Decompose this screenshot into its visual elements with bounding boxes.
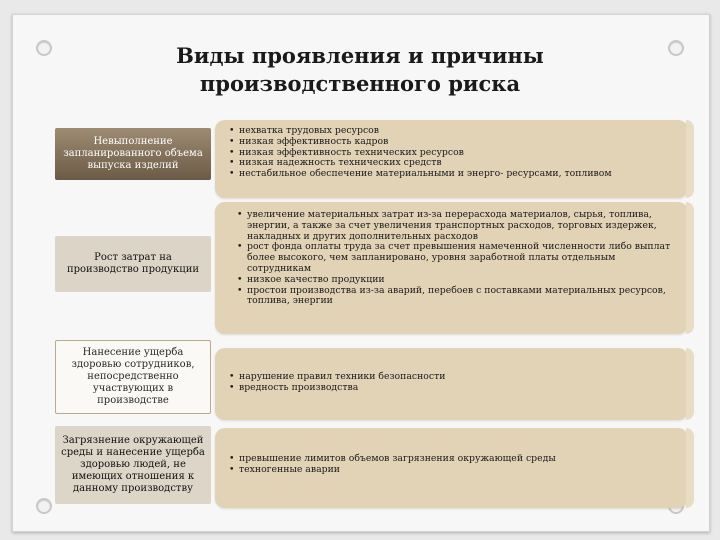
cause-item: • рост фонда оплаты труда за счет превышения намеченной численности либо выплат более высокого, чем запланировано, уровня заработной платы отдельным сотрудникам xyxy=(237,242,674,274)
pin-bottom-left-icon xyxy=(36,498,52,514)
cause-item: • превышение лимитов объемов загрязнения окружающей среды xyxy=(229,454,678,465)
cause-item: • нестабильное обеспечение материальными и энерго- ресурсами, топливом xyxy=(229,169,678,180)
cause-item: • низкая надежность технических средств xyxy=(229,158,678,169)
cause-item: • увеличение материальных затрат из-за перерасхода материалов, сырья, топлива, энергии, а также за счет увеличения транспортных расходов, торговых издержек, накладных и других дополнительных расходов xyxy=(237,210,674,242)
title-line-2: производственного риска xyxy=(199,71,521,96)
risk-type-label-1: Невыполнение запланированного объема выпуска изделий xyxy=(55,128,211,180)
page-title xyxy=(150,42,570,98)
cause-item: • низкая эффективность технических ресурсов xyxy=(229,148,678,159)
risk-type-label-2: Рост затрат на производство продукции xyxy=(55,236,211,292)
cause-item: • низкая эффективность кадров xyxy=(229,137,678,148)
pin-top-right-icon xyxy=(668,40,684,56)
risk-type-label-4: Загрязнение окружающей среды и нанесение ущерба здоровью людей, не имеющих отношения к данному производству xyxy=(55,426,211,504)
cause-item: • простои производства из-за аварий, перебоев с поставками материальных ресурсов, топлива, энергии xyxy=(237,286,674,308)
cause-item: • нарушение правил техники безопасности xyxy=(229,372,678,383)
cause-item: • техногенные аварии xyxy=(229,465,678,476)
panel-tab xyxy=(686,348,694,420)
panel-tab xyxy=(686,428,694,508)
causes-panel-3 xyxy=(215,348,688,420)
causes-panel-1 xyxy=(215,120,688,198)
causes-panel-2 xyxy=(215,202,688,334)
cause-item: • вредность производства xyxy=(229,383,678,394)
panel-tab xyxy=(686,202,694,334)
cause-item: • низкое качество продукции xyxy=(237,275,674,286)
panel-tab xyxy=(686,120,694,198)
causes-panel-4 xyxy=(215,428,688,508)
risk-type-label-3: Нанесение ущерба здоровью сотрудников, непосредственно участвующих в производстве xyxy=(55,340,211,414)
cause-item: • нехватка трудовых ресурсов xyxy=(229,126,678,137)
title-line-1: Виды проявления и причины xyxy=(176,43,544,68)
pin-top-left-icon xyxy=(36,40,52,56)
